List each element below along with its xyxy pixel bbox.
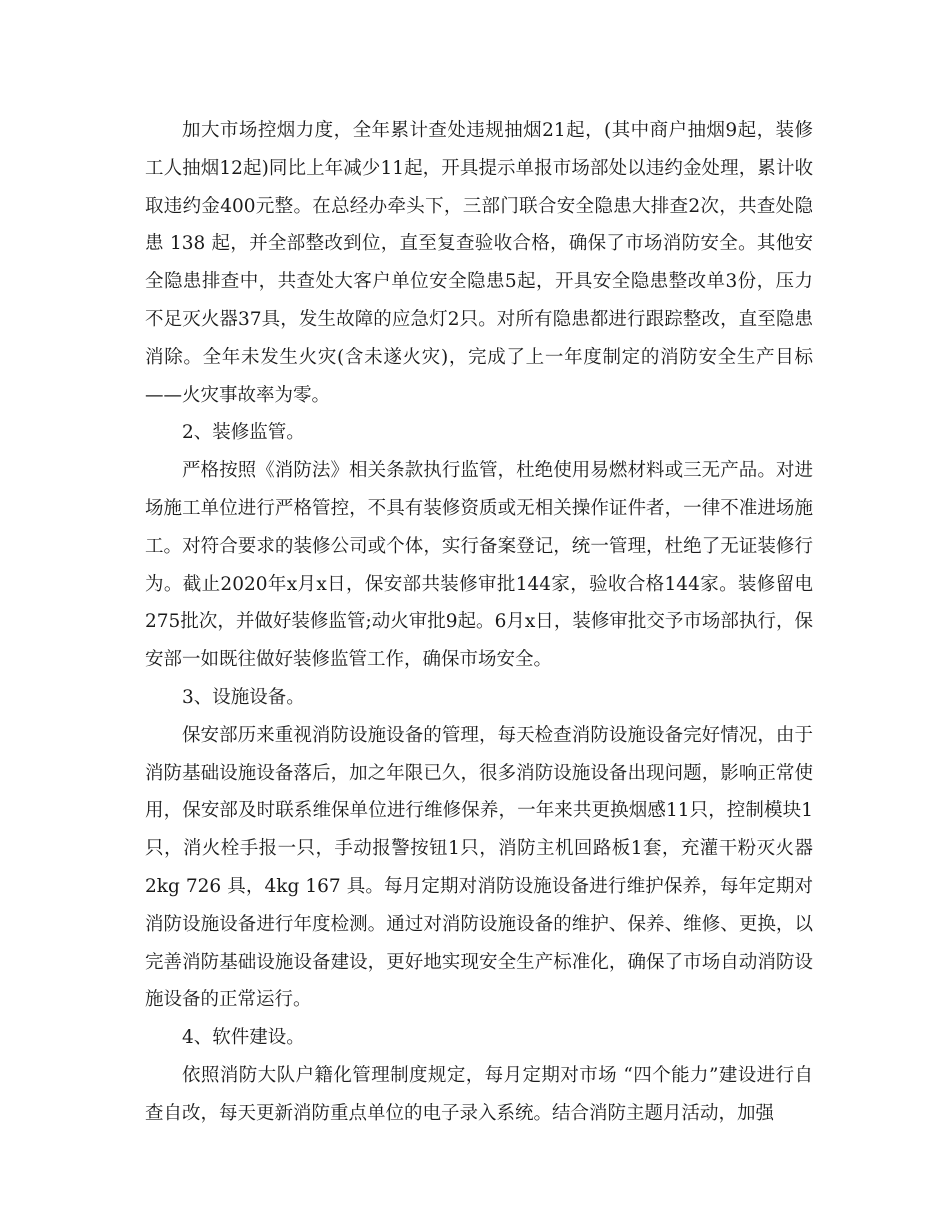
- heading-renovation-supervision: 2、装修监管。: [182, 422, 305, 444]
- paragraph-facilities-equipment: 保安部历来重视消防设施设备的管理，每天检查消防设施设备完好情况，由于消防基础设施设备落后，加之年限已久，很多消防设施设备出现问题，影响正常使用，保安部及时联系维保单位进行维修保养，一年来共更换烟感11只，控制模块1只，消火栓手报一只，手动报警按钮1只，消防主机回路板1套，充灌干粉灭火器2kg 726 具，4kg 167 具。每月定期对消防设施设备进行维护保养，每年定期对消防设施设备进行年度检测。通过对消防设施设备的维护、保养、维修、更换，以完善消防基础设施设备建设，更好地实现安全生产标准化，确保了市场自动消防设施设备的正常运行。: [145, 724, 813, 1011]
- document-body: [145, 112, 813, 1133]
- heading-software-construction: 4、软件建设。: [182, 1027, 305, 1049]
- paragraph-market-smoking: 加大市场控烟力度，全年累计查处违规抽烟21起，(其中商户抽烟9起，装修工人抽烟12起)同比上年减少11起，开具提示单报市场部处以违约金处理，累计收取违约金400元整。在总经办牵头下，三部门联合安全隐患大排查2次，共查处隐患 138 起，并全部整改到位，直至复查验收合格，确保了市场消防安全。其他安全隐患排查中，共查处大客户单位安全隐患5起，开具安全隐患整改单3份，压力不足灭火器37具，发生故障的应急灯2只。对所有隐患都进行跟踪整改，直至隐患消除。全年未发生火灾(含未遂火灾)，完成了上一年度制定的消防安全生产目标——火灾事故率为零。: [145, 120, 813, 406]
- paragraph-renovation-supervision: 严格按照《消防法》相关条款执行监管，杜绝使用易燃材料或三无产品。对进场施工单位进行严格管控，不具有装修资质或无相关操作证件者，一律不准进场施工。对符合要求的装修公司或个体，实行备案登记，统一管理，杜绝了无证装修行为。截止2020年x月x日，保安部共装修审批144家，验收合格144家。装修留电275批次，并做好装修监管;动火审批9起。6月x日，装修审批交予市场部执行，保安部一如既往做好装修监管工作，确保市场安全。: [145, 460, 813, 671]
- heading-facilities-equipment: 3、设施设备。: [182, 686, 305, 708]
- paragraph-software-construction: 依照消防大队户籍化管理制度规定，每月定期对市场 “四个能力”建设进行自查自改，每天更新消防重点单位的电子录入系统。结合消防主题月活动，加强: [145, 1064, 813, 1124]
